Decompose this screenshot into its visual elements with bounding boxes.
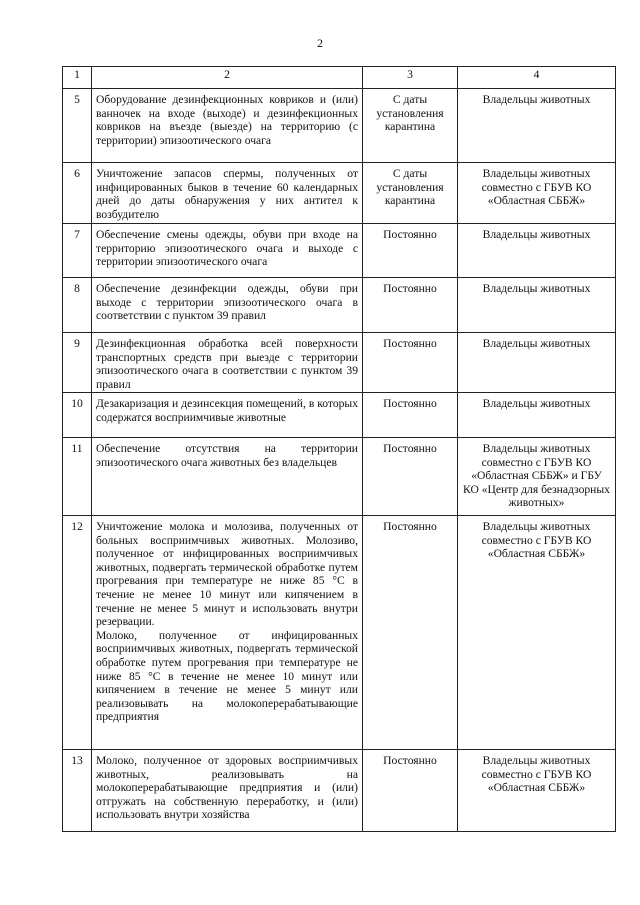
table-row	[63, 393, 616, 438]
measure-description: Обеспечение дезинфекции одежды, обуви при выходе с территории эпизоотического очага в соответствии с пунктом 39 правил	[92, 278, 363, 333]
row-number: 8	[63, 278, 92, 333]
row-number: 6	[63, 163, 92, 224]
header-cell: 4	[458, 67, 616, 89]
header-cell: 1	[63, 67, 92, 89]
table-row	[63, 224, 616, 278]
measure-term: Постоянно	[363, 224, 458, 278]
row-number: 12	[63, 516, 92, 750]
measures-table	[62, 66, 616, 832]
measure-responsible: Владельцы животных	[458, 333, 616, 393]
row-number: 9	[63, 333, 92, 393]
measure-description: Оборудование дезинфекционных ковриков и (или) ванночек на входе (выходе) и дезинфекционных ковриков на въезде (выезде) на территорию (с территории) эпизоотического очага	[92, 89, 363, 163]
table-row	[63, 163, 616, 224]
measure-description: Молоко, полученное от здоровых восприимчивых животных, реализовывать на молокоперерабатывающие предприятия и (или) отгружать на собственную переработку, и (или) использовать внутри хозяйства	[92, 750, 363, 832]
measure-description: Обеспечение смены одежды, обуви при входе на территорию эпизоотического очага и выходе с территории эпизоотического очага	[92, 224, 363, 278]
measure-term: Постоянно	[363, 516, 458, 750]
measure-responsible: Владельцы животных	[458, 393, 616, 438]
measure-term: С даты установления карантина	[363, 89, 458, 163]
measure-description: Дезинфекционная обработка всей поверхности транспортных средств при выезде с территории эпизоотического очага в соответствии с пунктом 39 правил	[92, 333, 363, 393]
description-paragraph: Молоко, полученное от инфицированных восприимчивых животных, подвергать термической обработке путем прогревания при температуре не ниже 85 °С в течение не менее 10 минут или кипячением в течение не менее 5 минут или реализовывать на молокоперерабатывающие предприятия	[96, 628, 358, 724]
measure-term: Постоянно	[363, 750, 458, 832]
table-row	[63, 278, 616, 333]
measure-responsible: Владельцы животных	[458, 89, 616, 163]
measure-responsible: Владельцы животных	[458, 278, 616, 333]
header-cell: 2	[92, 67, 363, 89]
table-row	[63, 750, 616, 832]
table-row	[63, 333, 616, 393]
row-number: 5	[63, 89, 92, 163]
measure-description: Дезакаризация и дезинсекция помещений, в которых содержатся восприимчивые животные	[92, 393, 363, 438]
measure-term: Постоянно	[363, 438, 458, 516]
measure-responsible: Владельцы животных совместно с ГБУВ КО «Областная СББЖ»	[458, 750, 616, 832]
row-number: 10	[63, 393, 92, 438]
measure-responsible: Владельцы животных совместно с ГБУВ КО «Областная СББЖ»	[458, 516, 616, 750]
measure-responsible: Владельцы животных	[458, 224, 616, 278]
measure-term: Постоянно	[363, 333, 458, 393]
table-row	[63, 438, 616, 516]
row-number: 11	[63, 438, 92, 516]
measure-description: Уничтожение запасов спермы, полученных от инфицированных быков в течение 60 календарных дней до даты обнаружения у них антител к возбудителю	[92, 163, 363, 224]
header-cell: 3	[363, 67, 458, 89]
measure-responsible: Владельцы животных совместно с ГБУВ КО «Областная СББЖ» и ГБУ КО «Центр для безнадзорных животных»	[458, 438, 616, 516]
measure-description: Обеспечение отсутствия на территории эпизоотического очага животных без владельцев	[92, 438, 363, 516]
measure-term: Постоянно	[363, 393, 458, 438]
description-paragraph: Уничтожение молока и молозива, полученных от больных восприимчивых животных. Молозиво, полученное от инфицированных восприимчивых животных, подвергать термической обработке путем прогревания при температуре не ниже 85 °С в течение не менее 10 минут или кипячением в течение не менее 5 минут и использовать внутри резервации.	[96, 520, 358, 629]
page-number: 2	[317, 36, 323, 50]
measure-term: С даты установления карантина	[363, 163, 458, 224]
measure-description	[92, 516, 363, 750]
table-row	[63, 89, 616, 163]
measure-responsible: Владельцы животных совместно с ГБУВ КО «Областная СББЖ»	[458, 163, 616, 224]
table-row	[63, 516, 616, 750]
measure-term: Постоянно	[363, 278, 458, 333]
row-number: 7	[63, 224, 92, 278]
header-row	[63, 67, 616, 89]
row-number: 13	[63, 750, 92, 832]
